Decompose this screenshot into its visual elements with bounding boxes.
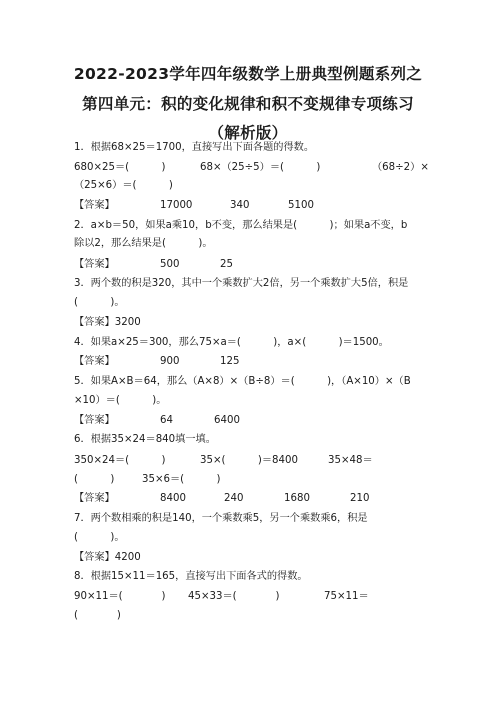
answer-value: 17000 (160, 200, 193, 211)
q1-item-b: 68×（25÷5）＝( ) (200, 162, 321, 173)
answer-label: 【答案】 (74, 200, 115, 211)
q1-item-a: 680×25＝( ) (74, 162, 166, 173)
q3-stem: 3．两个数的积是320，其中一个乘数扩大2倍，另一个乘数扩大5倍，积是 (74, 278, 409, 289)
answer-value: 125 (220, 356, 240, 367)
q7-answer: 【答案】4200 (74, 552, 141, 563)
q1-item-c: （68÷2）× (372, 162, 429, 173)
answer-label: 【答案】 (74, 259, 115, 270)
q4-stem: 4．如果a×25＝300，那么75×a＝( )，a×( )＝1500。 (74, 337, 389, 348)
q6-item-a: 350×24＝( ) (74, 455, 166, 466)
q6-item-b: 35×( )＝8400 (200, 455, 298, 466)
answer-value: 240 (224, 493, 244, 504)
answer-value: 64 (160, 415, 173, 426)
document-title-line1: 2022-2023学年四年级数学上册典型例题系列之 (73, 65, 423, 83)
answer-label: 【答案】 (74, 493, 115, 504)
q7-continuation: ( )。 (74, 532, 125, 543)
answer-value: 8400 (160, 493, 186, 504)
q6-item-d: 35×6＝( ) (142, 474, 221, 485)
q6-stem: 6．根据35×24＝840填一填。 (74, 434, 216, 445)
q8-item-c: 75×11＝ (324, 591, 369, 602)
answer-label: 【答案】 (74, 356, 115, 367)
answer-value: 210 (350, 493, 370, 504)
document-title-line2: 第四单元：积的变化规律和积不变规律专项练习 (82, 95, 414, 113)
q2-continuation: 除以2，那么结果是( )。 (74, 238, 213, 249)
answer-value: 6400 (214, 415, 240, 426)
answer-value: 340 (230, 200, 250, 211)
q1-stem: 1．根据68×25＝1700，直接写出下面各题的得数。 (74, 142, 315, 153)
answer-value: 5100 (288, 200, 314, 211)
answer-value: 900 (160, 356, 180, 367)
q7-stem: 7．两个数相乘的积是140，一个乘数乘5，另一个乘数乘6，积是 (74, 513, 368, 524)
q5-continuation: ×10）＝( )。 (74, 395, 167, 406)
q6-item-c-blank: ( ) (74, 474, 115, 485)
q8-stem: 8．根据15×11＝165，直接写出下面各式的得数。 (74, 571, 308, 582)
q3-continuation: ( )。 (74, 297, 125, 308)
document-title-line3: （解析版） (208, 124, 288, 142)
q3-answer: 【答案】3200 (74, 317, 141, 328)
answer-value: 25 (220, 259, 233, 270)
q6-item-c: 35×48＝ (328, 455, 373, 466)
q8-items (74, 590, 369, 660)
q8-item-b: 45×33＝( ) (188, 591, 280, 602)
q8-item-a: 90×11＝( ) (74, 591, 166, 602)
q5-stem: 5．如果A×B＝64，那么（A×8）×（B÷8）＝( )，（A×10）×（B (74, 376, 411, 387)
answer-label: 【答案】 (74, 415, 115, 426)
answer-value: 1680 (284, 493, 310, 504)
q8-continuation: ( ) (74, 610, 121, 621)
q1-continuation: （25×6）＝( ) (74, 180, 173, 191)
answer-value: 500 (160, 259, 180, 270)
q2-stem: 2．a×b＝50，如果a乘10，b不变，那么结果是( )；如果a不变，b (74, 220, 408, 231)
